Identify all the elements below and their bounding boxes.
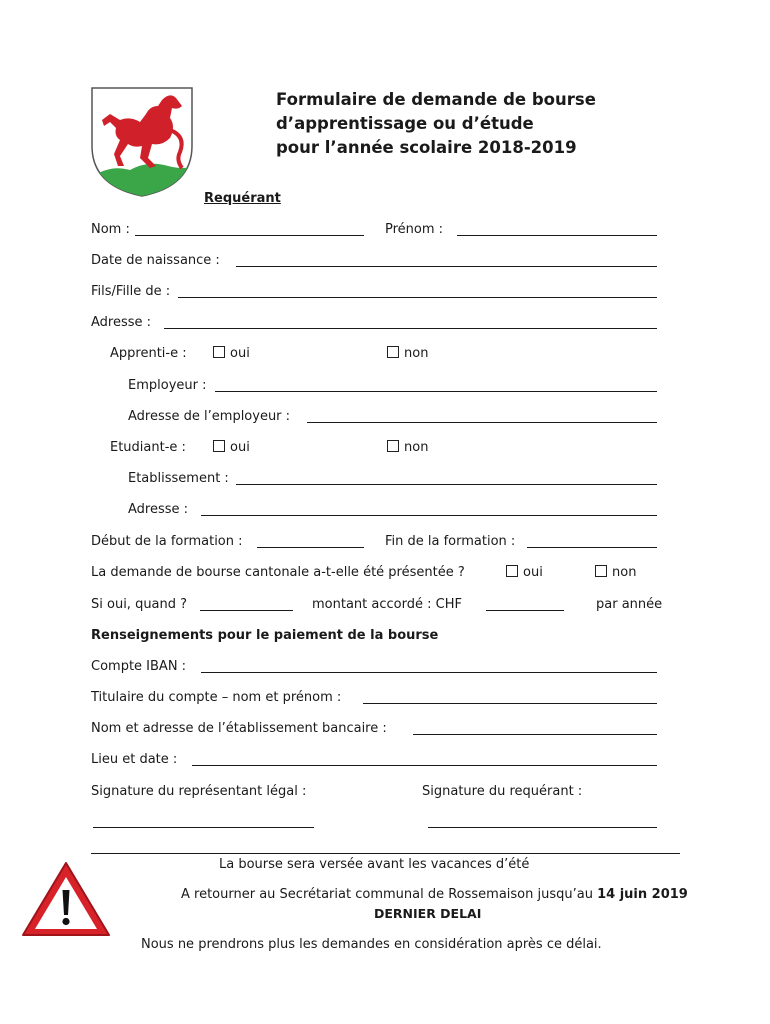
date-naissance-field[interactable] — [236, 266, 657, 267]
banque-label: Nom et adresse de l’établissement bancaire : — [91, 721, 387, 736]
apprenti-non-option[interactable] — [387, 346, 428, 362]
checkbox-icon[interactable] — [387, 440, 399, 452]
adresse-employeur-label: Adresse de l’employeur : — [128, 409, 291, 424]
prenom-label: Prénom : — [385, 222, 444, 237]
cantonale-non-option[interactable] — [595, 565, 636, 581]
dernier-delai-text: DERNIER DELAI — [374, 906, 482, 921]
montant-label: montant accordé : CHF — [312, 597, 462, 612]
si-oui-label: Si oui, quand ? — [91, 597, 188, 612]
date-naissance-label: Date de naissance : — [91, 253, 220, 268]
signature-representant-field[interactable] — [93, 827, 314, 828]
adresse-field[interactable] — [164, 328, 657, 329]
debut-formation-field[interactable] — [257, 547, 364, 548]
fin-formation-label: Fin de la formation : — [385, 534, 516, 549]
non-label: non — [404, 440, 429, 455]
note-text: Nous ne prendrons plus les demandes en considération après ce délai. — [141, 937, 602, 952]
debut-formation-label: Début de la formation : — [91, 534, 243, 549]
etudiant-label: Etudiant-e : — [110, 440, 186, 455]
apprenti-label: Apprenti-e : — [110, 346, 187, 361]
adresse-label: Adresse : — [91, 315, 152, 330]
lieu-date-label: Lieu et date : — [91, 752, 178, 767]
fils-fille-label: Fils/Fille de : — [91, 284, 171, 299]
coat-of-arms-icon — [90, 86, 194, 198]
checkbox-icon[interactable] — [595, 565, 607, 577]
adresse-employeur-field[interactable] — [307, 422, 657, 423]
checkbox-icon[interactable] — [213, 346, 225, 358]
par-annee-label: par année — [596, 597, 663, 612]
etablissement-field[interactable] — [236, 484, 657, 485]
iban-label: Compte IBAN : — [91, 659, 187, 674]
signature-requerant-field[interactable] — [428, 827, 657, 828]
etablissement-label: Etablissement : — [128, 471, 229, 486]
montant-field[interactable] — [486, 610, 564, 611]
etudiant-oui-option[interactable] — [213, 440, 250, 456]
warning-triangle-icon — [20, 860, 112, 938]
titulaire-label: Titulaire du compte – nom et prénom : — [91, 690, 342, 705]
apprenti-oui-option[interactable] — [213, 346, 250, 362]
retourner-label: A retourner au Secrétariat communal de Rossemaison jusqu’au — [181, 887, 593, 902]
date-limite: 14 juin 2019 — [597, 887, 688, 902]
non-label: non — [612, 565, 637, 580]
title-line-3: pour l’année scolaire 2018-2019 — [276, 138, 577, 157]
nom-field[interactable] — [135, 235, 364, 236]
title-line-2: d’apprentissage ou d’étude — [276, 114, 534, 133]
fin-formation-field[interactable] — [527, 547, 657, 548]
oui-label: oui — [230, 346, 250, 361]
versee-text: La bourse sera versée avant les vacances d’été — [219, 857, 530, 872]
section-paiement-heading: Renseignements pour le paiement de la bourse — [91, 628, 439, 643]
checkbox-icon[interactable] — [213, 440, 225, 452]
form-title — [276, 88, 596, 160]
iban-field[interactable] — [201, 672, 657, 673]
adresse-etablissement-label: Adresse : — [128, 502, 189, 517]
checkbox-icon[interactable] — [387, 346, 399, 358]
titulaire-field[interactable] — [363, 703, 657, 704]
non-label: non — [404, 346, 429, 361]
si-oui-field[interactable] — [200, 610, 293, 611]
lieu-date-field[interactable] — [192, 765, 657, 766]
footer-divider — [91, 853, 680, 854]
cantonale-oui-option[interactable] — [506, 565, 543, 581]
prenom-field[interactable] — [457, 235, 657, 236]
signature-representant-label: Signature du représentant légal : — [91, 784, 307, 799]
retourner-text — [181, 887, 688, 903]
banque-field[interactable] — [413, 734, 657, 735]
employeur-label: Employeur : — [128, 378, 207, 393]
title-line-1: Formulaire de demande de bourse — [276, 90, 596, 109]
oui-label: oui — [523, 565, 543, 580]
signature-requerant-label: Signature du requérant : — [422, 784, 583, 799]
demande-cantonale-label: La demande de bourse cantonale a-t-elle été présentée ? — [91, 565, 465, 580]
oui-label: oui — [230, 440, 250, 455]
section-requerant-heading: Requérant — [204, 191, 281, 206]
employeur-field[interactable] — [215, 391, 657, 392]
checkbox-icon[interactable] — [506, 565, 518, 577]
adresse-etablissement-field[interactable] — [201, 515, 657, 516]
etudiant-non-option[interactable] — [387, 440, 428, 456]
fils-fille-field[interactable] — [178, 297, 657, 298]
nom-label: Nom : — [91, 222, 130, 237]
